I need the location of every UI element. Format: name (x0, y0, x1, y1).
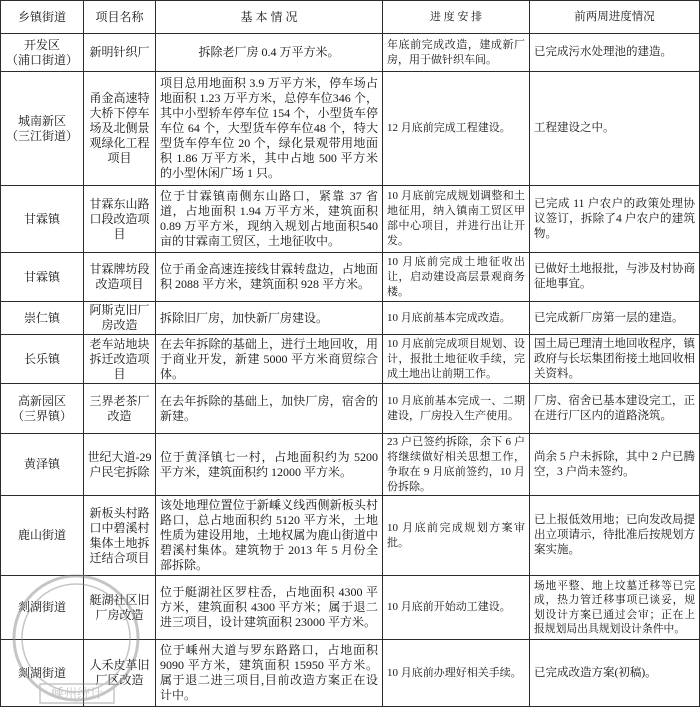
row-3-schedule-cell (383, 186, 530, 253)
row-3-basic-cell (156, 186, 383, 253)
row-9-progress-cell (530, 496, 700, 576)
row-1-schedule-cell (383, 34, 530, 72)
watermark-text: 嵊州统计 (50, 686, 104, 701)
row-8-project-cell (84, 434, 156, 496)
row-1-basic-cell (156, 34, 383, 72)
row-4-project-text: 甘霖牌坊段改造项目 (89, 262, 150, 291)
row-11-district-text: 剡湖街道 (17, 665, 66, 680)
row-2-progress-cell (530, 72, 700, 186)
row-4-basic-cell (156, 253, 383, 302)
row-9-project-text: 新板头村路口中碧溪村集体土地拆迁结合项目 (89, 505, 150, 565)
row-5-progress-text: 已完成新厂房第一层的建造。 (534, 311, 684, 324)
header-project-label: 项目名称 (95, 9, 144, 24)
row-9-district-text: 鹿山街道 (17, 528, 66, 542)
row-1-district-text: 开发区 (23, 37, 60, 52)
row-8-basic-text: 位于黄泽镇七一村，占地面积约为 5200 平方米，建筑面积约 12000 平方米。 (160, 449, 378, 479)
row-9-progress-text: 已上报低效用地；已向发改局提出立项请示，待批准后按规划方案实施。 (534, 514, 695, 556)
row-2-district-text: 城南新区 (17, 113, 66, 128)
row-2-project-text: 甬金高速特大桥下停车场及北侧景观绿化工程项目 (89, 91, 150, 165)
row-10-project-cell (84, 576, 156, 640)
row-2-basic-cell (156, 72, 383, 186)
row-1-basic-text: 拆除老厂房 0.4 万平方米。 (198, 45, 340, 59)
row-8-progress-cell (530, 434, 700, 496)
row-5-project-cell (84, 302, 156, 335)
row-5-district-text: 崇仁镇 (23, 310, 60, 325)
row-4-schedule-text: 10 月底前完成土地征收出让，启动建设高层景观商务楼。 (387, 255, 525, 298)
row-10-schedule-text: 10 月底前开始动工建设。 (387, 601, 511, 613)
row-9-basic-cell (156, 496, 383, 576)
row-1-schedule-text: 年底前完成改造，建成新厂房，用于做针织车间。 (387, 38, 525, 66)
row-4-project-cell (84, 253, 156, 302)
row-7-basic-cell (156, 384, 383, 434)
row-8-district-cell (0, 434, 84, 496)
row-7-schedule-cell (383, 384, 530, 434)
row-10-progress-text: 场地平整、地上坟墓迁移等已完成，热力管迁移事项已谈妥，规划设计方案已通过会审；正在上报规划局出具规划设计条件中。 (534, 579, 695, 635)
row-6-basic-text: 在去年拆除的基础上，进行土地回收，用于商业开发，新建 5000 平方米商贸综合体。 (160, 336, 378, 381)
row-5-district-cell (0, 302, 84, 335)
header-schedule-label: 进 度 安 排 (429, 10, 483, 23)
row-7-district-cell (0, 384, 84, 434)
row-6-project-text: 老车站地块拆迁改造项目 (89, 336, 150, 381)
row-2-schedule-cell (383, 72, 530, 186)
row-1-project-text: 新明针织厂 (89, 45, 150, 59)
row-7-progress-text: 厂房、宿舍已基本建设完工，正在进行厂区内的道路浇筑。 (534, 394, 695, 422)
row-11-project-cell (84, 640, 156, 707)
row-3-progress-text: 已完成 11 户农户的政策处理协议签订，拆除了4 户农户的建筑物。 (534, 197, 695, 240)
row-6-progress-text: 国土局已理清土地回收程序，镇政府与长坛集团衔接土地回收相关资料。 (534, 337, 695, 380)
row-5-schedule-cell (383, 302, 530, 335)
header-schedule-cell (383, 0, 530, 34)
row-9-basic-text: 该处地理位置位于新嵊义线西侧新板头村路口，总占地面积约 5120 平方米，土地性质为建设用地，土地权属为鹿山街道中碧溪村集体。建筑物于 2013 年 5 月份全部拆除。 (160, 498, 378, 572)
row-5-project-text: 阿斯克旧厂房改造 (89, 303, 150, 332)
row-5-schedule-text: 10 月底前基本完成改造。 (387, 311, 511, 324)
row-8-basic-cell (156, 434, 383, 496)
row-10-progress-cell (530, 576, 700, 640)
row-7-schedule-text: 10 月底前基本完成一、二期建设，厂房投入生产使用。 (387, 394, 525, 422)
row-10-schedule-cell (383, 576, 530, 640)
row-1-progress-cell (530, 34, 700, 72)
row-1-district-sub-text: （浦口街道） (5, 52, 78, 67)
row-3-project-text: 甘霖东山路口段改造项目 (89, 196, 150, 241)
row-2-progress-text: 工程建设之中。 (534, 122, 615, 134)
row-3-basic-text: 位于甘霖镇南侧东山路口，紧靠 37 省道，占地面积 1.94 万平方米，建筑面积 0.89 万平方米，现纳入规划占地面积540 亩的甘霖南工贸区，土地征收中。 (160, 189, 378, 248)
row-2-district-sub-text: （三江街道） (5, 128, 78, 143)
row-6-district-text: 长乐镇 (23, 351, 60, 366)
row-8-schedule-text: 23 户已签约拆除，余下 6 户将继续做好相关思想工作，争取在 9 月底前签约，10 月份拆除。 (387, 435, 525, 493)
row-2-project-cell (84, 72, 156, 186)
row-11-progress-cell (530, 640, 700, 707)
row-6-progress-cell (530, 335, 700, 384)
row-8-progress-text: 尚余 5 户未拆除，其中 2 户已腾空，3 户尚未签约。 (534, 450, 695, 478)
row-6-district-cell (0, 335, 84, 384)
row-1-district-cell (0, 34, 84, 72)
row-5-progress-cell (530, 302, 700, 335)
header-district-label: 乡镇街道 (17, 9, 66, 24)
header-progress-label: 前两周进度情况 (574, 10, 655, 23)
row-6-schedule-text: 10 月底前完成项目规划、设计，报批土地征收手续，完成土地出让前期工作。 (387, 337, 525, 380)
row-11-progress-text: 已完成改造方案(初稿)。 (534, 666, 657, 679)
row-3-district-text: 甘霖镇 (23, 211, 60, 226)
header-district-cell (0, 0, 84, 34)
row-4-progress-cell (530, 253, 700, 302)
row-9-district-cell (0, 496, 84, 576)
row-8-district-text: 黄泽镇 (23, 457, 60, 471)
row-3-schedule-text: 10 月底前完成规划调整和土地征用，纳入镇南工贸区甲部中心项目，并进行出让开发。 (387, 190, 525, 247)
row-6-basic-cell (156, 335, 383, 384)
row-4-district-cell (0, 253, 84, 302)
row-3-district-cell (0, 186, 84, 253)
row-1-project-cell (84, 34, 156, 72)
header-project-cell (84, 0, 156, 34)
row-11-basic-text: 位于嵊州大道与罗东路路口，占地面积 9090 平方米，建筑面积 15950 平方米。属于退二进三项目,目前改造方案正在设计中。 (160, 643, 378, 702)
row-7-project-text: 三界老茶厂改造 (89, 393, 150, 423)
row-7-basic-text: 在去年拆除的基础上，加快厂房，宿舍的新建。 (160, 393, 378, 423)
header-basic-cell (156, 0, 383, 34)
row-6-project-cell (84, 335, 156, 384)
row-4-schedule-cell (383, 253, 530, 302)
row-9-project-cell (84, 496, 156, 576)
row-10-project-text: 艇湖社区旧厂房改造 (89, 592, 150, 622)
row-10-district-cell (0, 576, 84, 640)
row-3-project-cell (84, 186, 156, 253)
row-10-basic-text: 位于艇湖社区罗柱岙，占地面积 4300 平方米，建筑面积 4300 平方米；属于退二进三项目，设计建筑面积 23000 平方米。 (160, 585, 378, 629)
row-4-progress-text: 已做好土地报批，与涉及村协商征地事宜。 (534, 263, 695, 290)
row-7-district-sub-text: （三界镇） (11, 408, 72, 423)
row-3-progress-cell (530, 186, 700, 253)
row-11-schedule-cell (383, 640, 530, 707)
row-2-schedule-text: 12 月底前完成工程建设。 (387, 122, 511, 134)
row-9-schedule-cell (383, 496, 530, 576)
row-4-district-text: 甘霖镇 (23, 269, 60, 284)
row-7-project-cell (84, 384, 156, 434)
row-11-schedule-text: 10 月底前办理好相关手续。 (387, 666, 522, 679)
row-8-schedule-cell (383, 434, 530, 496)
row-6-schedule-cell (383, 335, 530, 384)
row-11-basic-cell (156, 640, 383, 707)
row-8-project-text: 世纪大道-29 户民宅拆除 (87, 449, 152, 479)
row-5-basic-text: 拆除旧厂房，加快新厂房建设。 (160, 310, 329, 325)
header-progress-cell (530, 0, 700, 34)
row-9-schedule-text: 10 月底前完成规划方案审批。 (387, 521, 525, 549)
row-1-progress-text: 已完成污水处理池的建造。 (534, 46, 672, 58)
row-2-basic-text: 项目总用地面积 3.9 万平方米，停车场占地面积 1.23 万平方米，总停车位346 个，其中小型轿车停车位 154 个，小型货车停车位 64 个，大型货车停车位48 个，特大型货车停车位 20 个，绿化景观带用地面积 1.86 万平方米，其中占地 500 平方米的小型休闲广场 1 只。 (160, 76, 378, 180)
row-2-district-cell (0, 72, 84, 186)
row-7-district-text: 高新园区 (17, 393, 66, 408)
row-5-basic-cell (156, 302, 383, 335)
row-11-project-text: 人禾皮革旧厂区改造 (89, 658, 150, 687)
row-10-basic-cell (156, 576, 383, 640)
header-basic-label: 基 本 情 况 (240, 9, 298, 24)
row-4-basic-text: 位于甬金高速连接线甘霖转盘边，占地面积 2088 平方米，建筑面积 928 平方米。 (160, 262, 378, 291)
row-7-progress-cell (530, 384, 700, 434)
row-10-district-text: 剡湖街道 (17, 600, 66, 614)
row-11-district-cell (0, 640, 84, 707)
